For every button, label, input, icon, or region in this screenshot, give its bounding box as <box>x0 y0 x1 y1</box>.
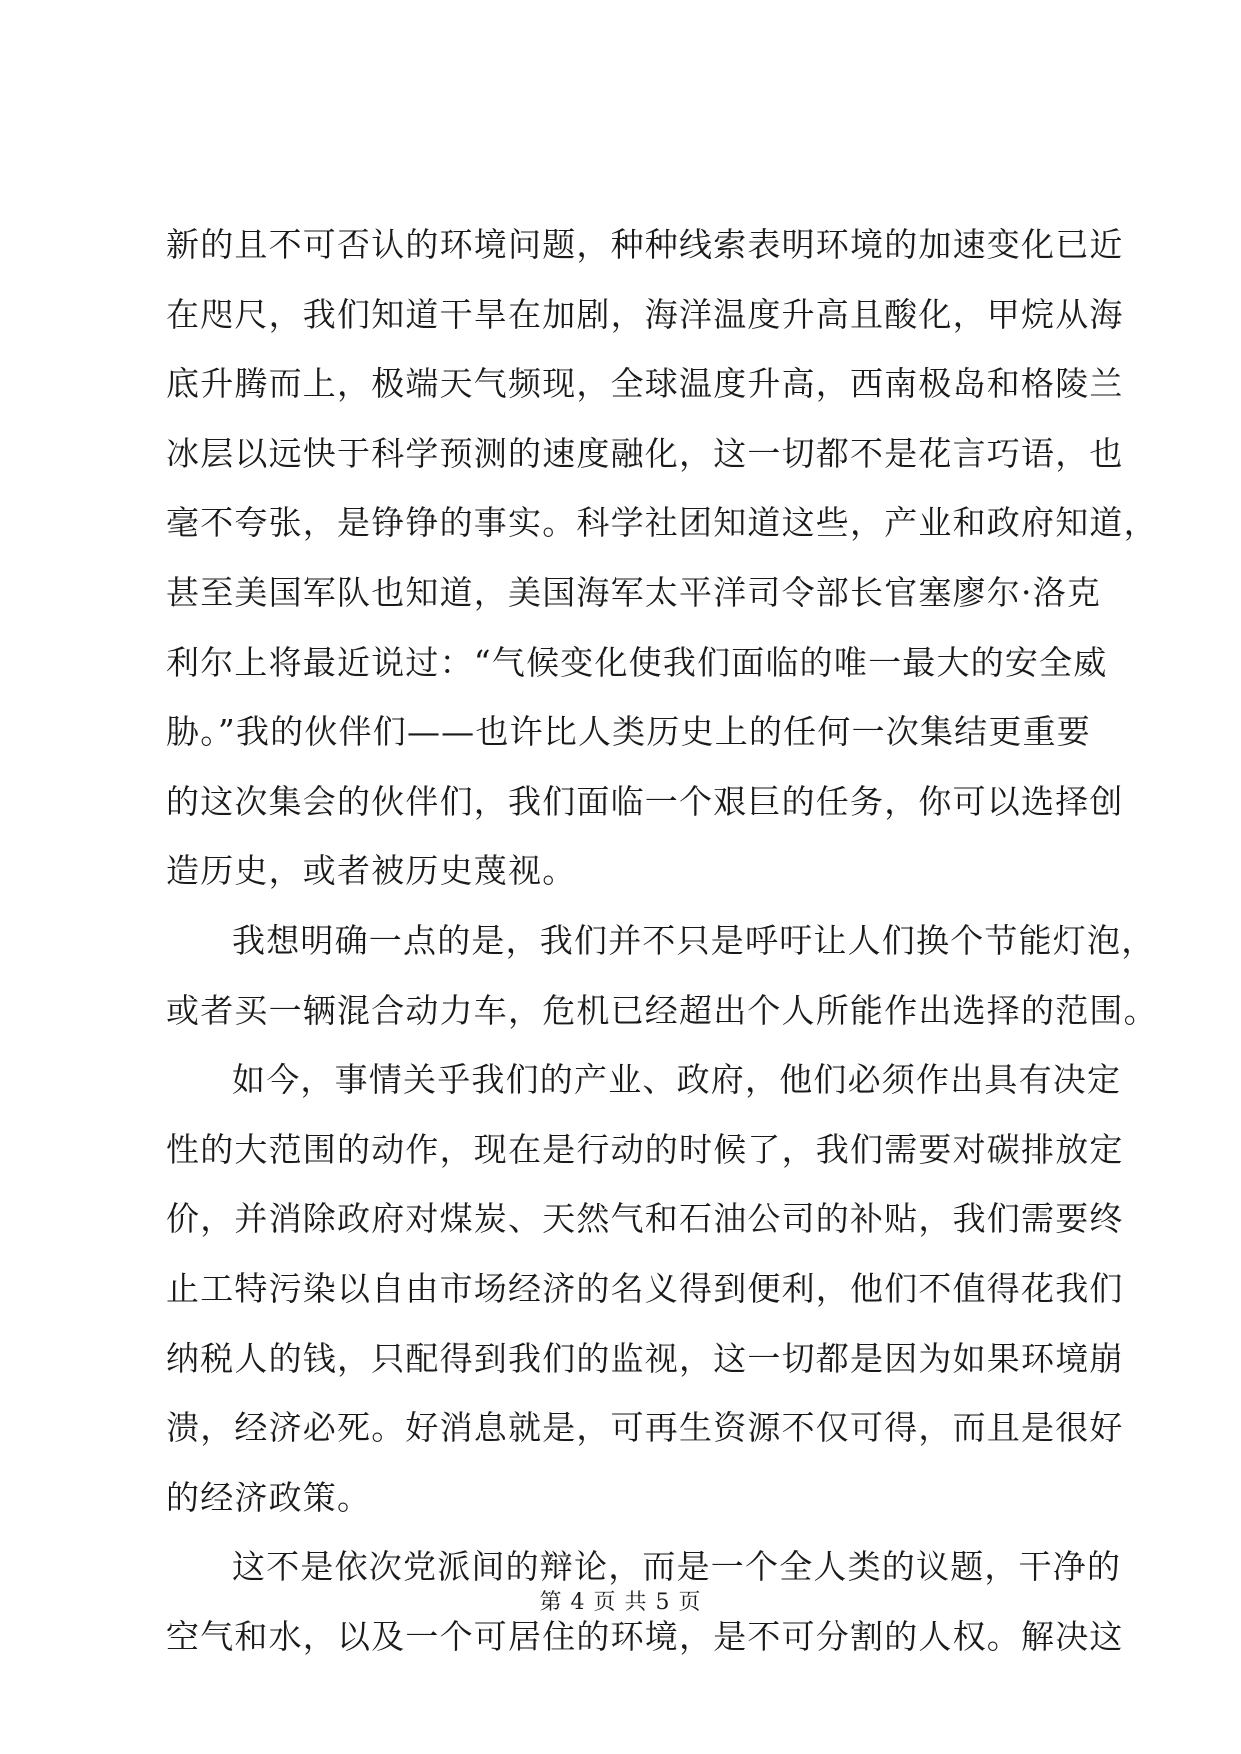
text-line: 止工特污染以自由市场经济的名义得到便利，他们不值得花我们 <box>166 1268 1124 1308</box>
text-line: 价，并消除政府对煤炭、天然气和石油公司的补贴，我们需要终 <box>166 1199 1124 1239</box>
text-line: 底升腾而上，极端天气频现，全球温度升高，西南极岛和格陵兰 <box>166 364 1124 404</box>
text-line: 甚至美国军队也知道，美国海军太平洋司令部长官塞廖尔·洛克 <box>166 572 1102 612</box>
text-line: 利尔上将最近说过：“气候变化使我们面临的唯一最大的安全威 <box>166 642 1108 682</box>
paragraph-first-line: 我想明确一点的是，我们并不只是呼吁让人们换个节能灯泡， <box>232 920 1156 960</box>
page-number-footer: 第 4 页 共 5 页 <box>539 1590 702 1615</box>
text-line: 溃，经济必死。好消息就是，可再生资源不仅可得，而且是很好 <box>166 1408 1124 1448</box>
text-line: 胁。”我的伙伴们——也许比人类历史上的任何一次集结更重要 <box>166 712 1091 752</box>
text-line: 的经济政策。 <box>166 1477 372 1517</box>
text-line: 造历史，或者被历史蔑视。 <box>166 851 577 891</box>
text-line: 性的大范围的动作，现在是行动的时候了，我们需要对碳排放定 <box>166 1129 1124 1169</box>
paragraph-first-line: 如今，事情关乎我们的产业、政府，他们必须作出具有决定 <box>232 1060 1122 1100</box>
paragraph-first-line: 这不是依次党派间的辩论，而是一个全人类的议题，干净的 <box>232 1547 1122 1587</box>
text-line: 冰层以远快于科学预测的速度融化，这一切都不是花言巧语，也 <box>166 433 1124 473</box>
text-line: 或者买一辆混合动力车，危机已经超出个人所能作出选择的范围。 <box>166 990 1158 1030</box>
text-line: 新的且不可否认的环境问题，种种线索表明环境的加速变化已近 <box>166 225 1124 264</box>
text-line: 的这次集会的伙伴们，我们面临一个艰巨的任务，你可以选择创 <box>166 781 1124 821</box>
text-line: 空气和水，以及一个可居住的环境，是不可分割的人权。解决这 <box>166 1616 1124 1656</box>
text-line: 毫不夸张，是铮铮的事实。科学社团知道这些，产业和政府知道， <box>166 503 1158 543</box>
text-line: 在咫尺，我们知道干旱在加剧，海洋温度升高且酸化，甲烷从海 <box>166 294 1124 334</box>
body-text <box>166 210 1158 1671</box>
text-line: 纳税人的钱，只配得到我们的监视，这一切都是因为如果环境崩 <box>166 1338 1124 1378</box>
